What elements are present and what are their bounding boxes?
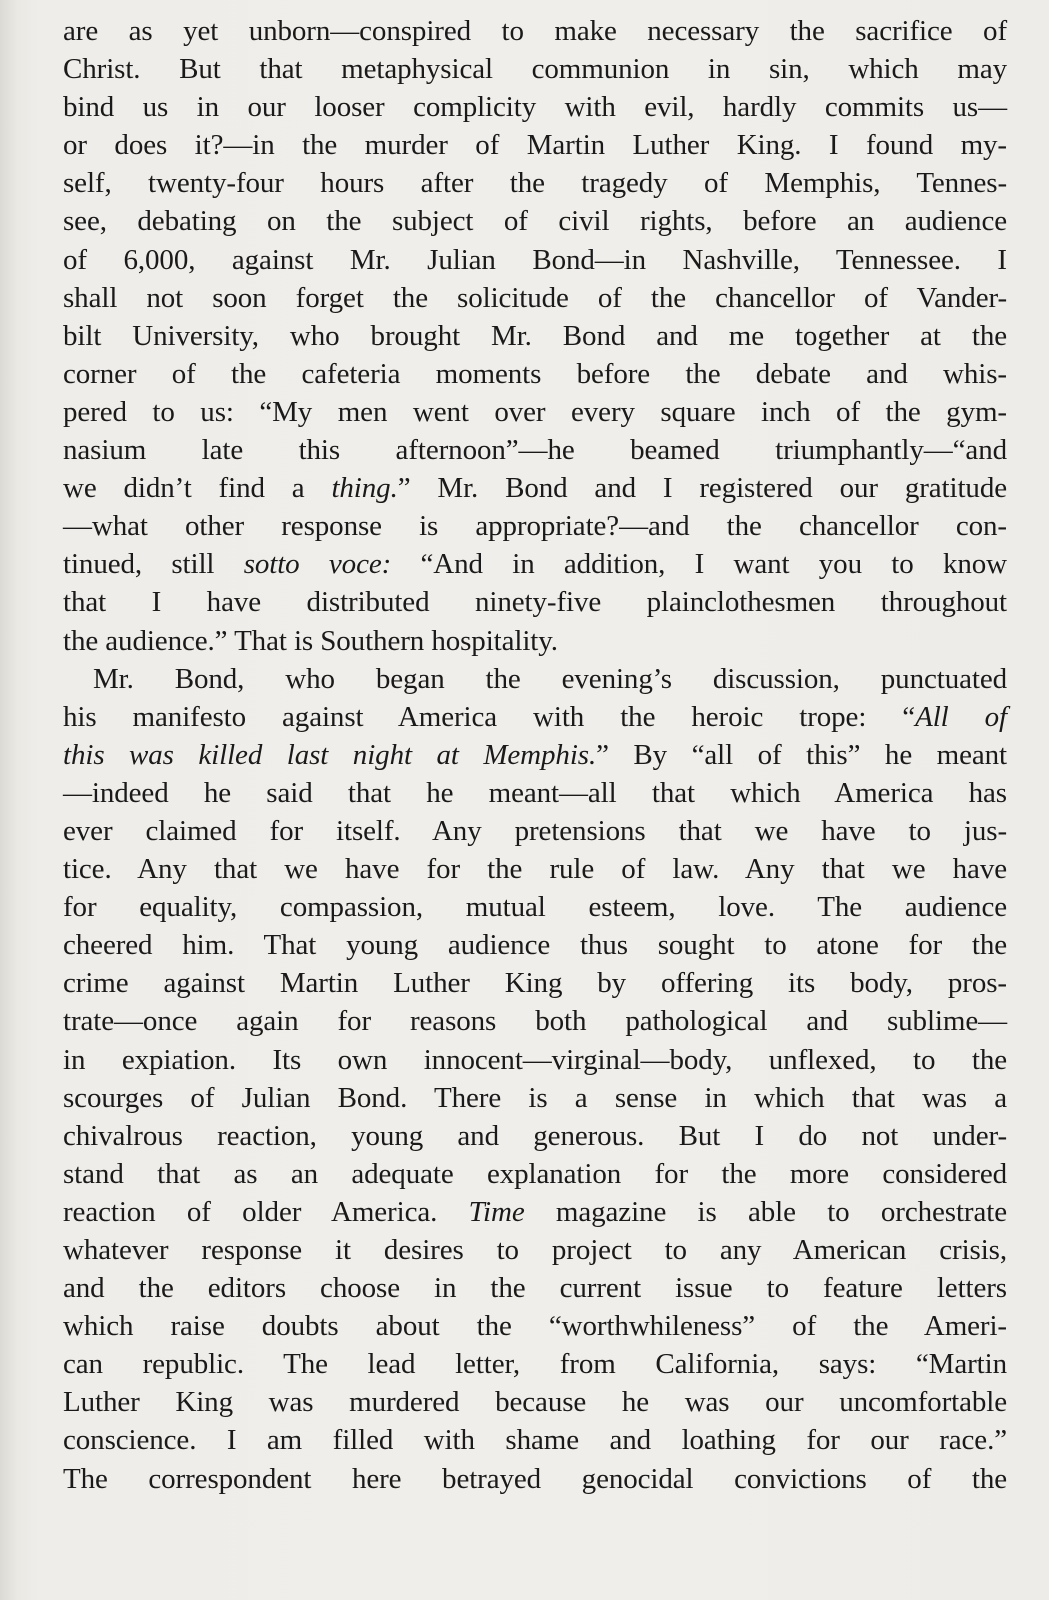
text-run: nasium late this afternoon”—he beamed triumphantly—“and bbox=[63, 434, 1007, 467]
italic-text: sotto voce: bbox=[243, 548, 392, 581]
text-run: corner of the cafeteria moments before the debate and whis- bbox=[63, 357, 1007, 390]
text-run: trate—once again for reasons both pathological and sublime— bbox=[63, 1005, 1007, 1038]
text-run: shall not soon forget the solicitude of the chancellor of Vander- bbox=[63, 281, 1007, 314]
text-line bbox=[63, 1155, 1007, 1193]
text-run: pered to us: “My men went over every square inch of the gym- bbox=[63, 395, 1007, 428]
paragraph bbox=[63, 660, 1007, 1498]
text-run: are as yet unborn—conspired to make necessary the sacrifice of bbox=[63, 15, 1007, 47]
text-run: which raise doubts about the “worthwhileness” of the Ameri- bbox=[63, 1310, 1007, 1343]
text-line bbox=[63, 469, 1007, 507]
body-text bbox=[63, 12, 1007, 1498]
text-run: his manifesto against America with the heroic trope: “ bbox=[63, 700, 916, 733]
text-run: The correspondent here betrayed genocidal convictions of the bbox=[63, 1462, 1007, 1495]
text-line bbox=[63, 812, 1007, 850]
text-line bbox=[63, 888, 1007, 926]
text-line bbox=[63, 279, 1007, 317]
text-run: of 6,000, against Mr. Julian Bond—in Nashville, Tennessee. I bbox=[63, 243, 1007, 276]
text-line bbox=[63, 964, 1007, 1002]
text-line bbox=[63, 1193, 1007, 1231]
text-run: tinued, still bbox=[63, 548, 244, 581]
italic-text: All of bbox=[915, 700, 1007, 733]
italic-text: thing. bbox=[331, 472, 398, 505]
text-run: —what other response is appropriate?—and the chancellor con- bbox=[63, 510, 1007, 543]
text-line bbox=[63, 1460, 1007, 1498]
text-line bbox=[63, 1307, 1007, 1345]
text-run: —indeed he said that he meant—all that which America has bbox=[63, 776, 1007, 809]
text-run: “And in addition, I want you to know bbox=[391, 548, 1007, 581]
text-run: the audience.” That is Southern hospitality. bbox=[63, 624, 558, 657]
text-line bbox=[63, 202, 1007, 240]
text-line bbox=[63, 1117, 1007, 1155]
text-run: reaction of older America. bbox=[63, 1195, 469, 1228]
text-line bbox=[63, 1231, 1007, 1269]
text-run: self, twenty-four hours after the tragedy of Memphis, Tennes- bbox=[63, 167, 1007, 200]
text-run: tice. Any that we have for the rule of law. Any that we have bbox=[63, 853, 1007, 886]
text-run: bilt University, who brought Mr. Bond and me together at the bbox=[63, 319, 1007, 352]
text-line bbox=[63, 1345, 1007, 1383]
text-run: Luther King was murdered because he was our uncomfortable bbox=[63, 1386, 1007, 1419]
text-run: ” Mr. Bond and I registered our gratitude bbox=[397, 472, 1008, 505]
text-line bbox=[63, 698, 1007, 736]
text-run: crime against Martin Luther King by offering its body, pros- bbox=[63, 967, 1007, 1000]
text-run: whatever response it desires to project to any American crisis, bbox=[63, 1234, 1007, 1266]
italic-text: this was killed last night at Memphis. bbox=[63, 738, 597, 771]
text-run: in expiation. Its own innocent—virginal—body, unflexed, to the bbox=[63, 1043, 1007, 1076]
text-line bbox=[63, 393, 1007, 431]
text-line bbox=[63, 926, 1007, 964]
text-run: see, debating on the subject of civil rights, before an audience bbox=[63, 205, 1007, 238]
text-run: or does it?—in the murder of Martin Luther King. I found my- bbox=[63, 129, 1007, 162]
italic-text: Time bbox=[468, 1195, 525, 1228]
text-run: we didn’t find a bbox=[63, 472, 332, 505]
text-run: magazine is able to orchestrate bbox=[524, 1195, 1007, 1228]
text-run: scourges of Julian Bond. There is a sense in which that was a bbox=[63, 1081, 1007, 1114]
text-run: Mr. Bond, who began the evening’s discussion, punctuated bbox=[93, 662, 1007, 695]
text-line bbox=[63, 774, 1007, 812]
text-line bbox=[63, 126, 1007, 164]
text-line bbox=[63, 317, 1007, 355]
text-line bbox=[63, 1041, 1007, 1079]
text-line bbox=[63, 355, 1007, 393]
text-run: and the editors choose in the current issue to feature letters bbox=[63, 1272, 1007, 1305]
text-line bbox=[63, 50, 1007, 88]
text-line bbox=[63, 88, 1007, 126]
text-line bbox=[63, 1079, 1007, 1117]
text-run: ever claimed for itself. Any pretensions that we have to jus- bbox=[63, 814, 1007, 847]
text-line bbox=[63, 736, 1007, 774]
text-run: conscience. I am filled with shame and loathing for our race.” bbox=[63, 1424, 1007, 1457]
text-line bbox=[63, 431, 1007, 469]
text-line bbox=[63, 1421, 1007, 1459]
text-line bbox=[63, 1002, 1007, 1040]
text-line bbox=[63, 12, 1007, 50]
text-line bbox=[63, 660, 1007, 698]
text-line bbox=[63, 622, 1007, 660]
text-run: Christ. But that metaphysical communion in sin, which may bbox=[63, 53, 1007, 86]
text-run: chivalrous reaction, young and generous. But I do not under- bbox=[63, 1119, 1007, 1152]
text-run: stand that as an adequate explanation for the more considered bbox=[63, 1157, 1007, 1190]
text-line bbox=[63, 241, 1007, 279]
text-run: that I have distributed ninety-five plainclothesmen throughout bbox=[63, 586, 1007, 619]
text-line bbox=[63, 507, 1007, 545]
text-line bbox=[63, 545, 1007, 583]
text-line bbox=[63, 583, 1007, 621]
text-line bbox=[63, 850, 1007, 888]
text-line bbox=[63, 164, 1007, 202]
text-line bbox=[63, 1383, 1007, 1421]
text-run: can republic. The lead letter, from California, says: “Martin bbox=[63, 1348, 1007, 1381]
text-run: cheered him. That young audience thus sought to atone for the bbox=[63, 929, 1007, 962]
paragraph bbox=[63, 12, 1007, 660]
text-run: ” By “all of this” he meant bbox=[596, 738, 1007, 771]
text-run: bind us in our looser complicity with evil, hardly commits us— bbox=[63, 91, 1007, 124]
text-line bbox=[63, 1269, 1007, 1307]
text-run: for equality, compassion, mutual esteem, love. The audience bbox=[63, 891, 1007, 924]
